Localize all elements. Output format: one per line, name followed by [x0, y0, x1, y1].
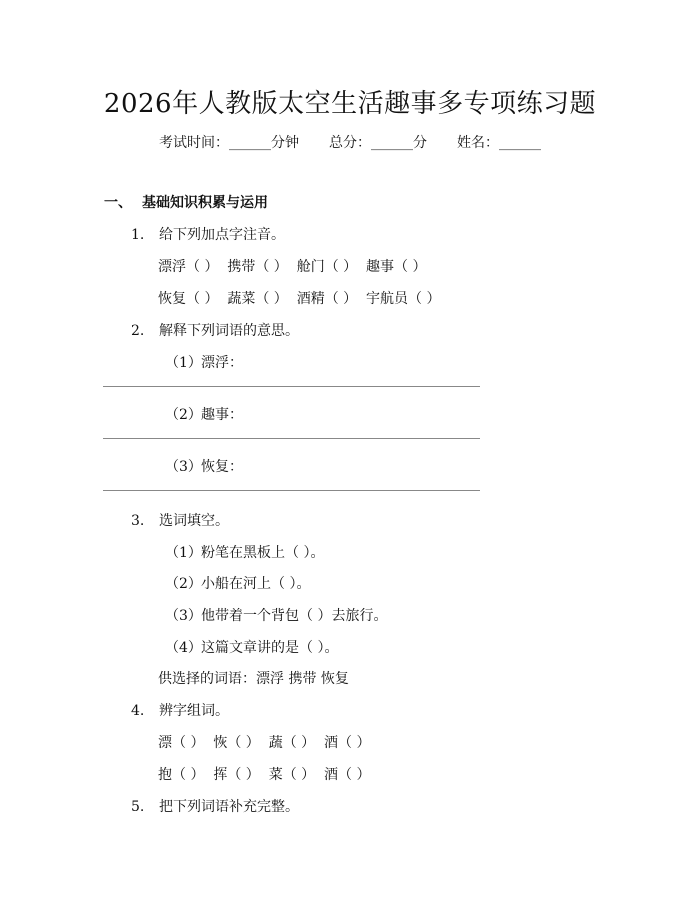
- definition-item: [165, 404, 243, 424]
- fill-in-item: [165, 605, 387, 625]
- question-1: [131, 224, 285, 244]
- total-score-field: 总分：______分: [329, 135, 427, 151]
- question-prompt: 选词填空。: [159, 513, 229, 529]
- question-2: [131, 320, 299, 340]
- section-number: 一、: [104, 195, 132, 211]
- item-text: 他带着一个背包（ ）去旅行。: [201, 608, 388, 624]
- question-number: 1.: [131, 227, 145, 243]
- question-number: 5.: [131, 799, 145, 815]
- section-heading: [104, 192, 268, 212]
- word-choices: 供选择的词语：漂浮 携带 恢复: [158, 671, 349, 687]
- question-number: 4.: [131, 703, 145, 719]
- definition-item: [165, 456, 243, 476]
- question-4: [131, 700, 229, 720]
- question-prompt: 解释下列词语的意思。: [159, 323, 299, 339]
- item-text: 小船在河上（ ）。: [201, 576, 311, 592]
- question-prompt: 辨字组词。: [159, 703, 229, 719]
- answer-line[interactable]: [103, 438, 480, 439]
- fill-in-item: [165, 573, 310, 593]
- question-prompt: 把下列词语补充完整。: [159, 799, 299, 815]
- fill-in-item: [165, 542, 324, 562]
- word-group-row-1: 漂（ ） 恢（ ） 蔬（ ） 酒（ ）: [158, 735, 371, 751]
- item-number: （1）: [165, 545, 202, 561]
- answer-line[interactable]: [103, 386, 480, 387]
- item-number: （3）: [165, 459, 202, 475]
- item-number: （2）: [165, 576, 202, 592]
- fill-in-item: [165, 637, 338, 657]
- exam-time-field: 考试时间：______分钟: [159, 135, 299, 151]
- page-title: 2026年人教版太空生活趣事多专项练习题: [103, 89, 597, 119]
- pinyin-row-2: 恢复（ ） 蔬菜（ ） 酒精（ ） 宇航员（ ）: [158, 291, 441, 307]
- student-name-field: 姓名：______: [457, 135, 541, 151]
- item-text: 恢复：: [201, 459, 243, 475]
- question-number: 2.: [131, 323, 145, 339]
- pinyin-row-1: 漂浮（ ） 携带（ ） 舱门（ ） 趣事（ ）: [158, 259, 427, 275]
- item-text: 趣事：: [201, 407, 243, 423]
- item-text: 这篇文章讲的是（ ）。: [201, 640, 339, 656]
- question-prompt: 给下列加点字注音。: [159, 227, 285, 243]
- item-number: （3）: [165, 608, 202, 624]
- item-number: （1）: [165, 355, 202, 371]
- word-group-row-2: 抱（ ） 挥（ ） 菜（ ） 酒（ ）: [158, 767, 371, 783]
- exam-info: [0, 132, 700, 152]
- question-5: [131, 796, 299, 816]
- question-3: [131, 510, 229, 530]
- item-number: （2）: [165, 407, 202, 423]
- section-title: 基础知识积累与运用: [142, 195, 268, 211]
- item-text: 漂浮：: [201, 355, 243, 371]
- item-text: 粉笔在黑板上（ ）。: [201, 545, 325, 561]
- item-number: （4）: [165, 640, 202, 656]
- answer-line[interactable]: [103, 490, 480, 491]
- question-number: 3.: [131, 513, 145, 529]
- definition-item: [165, 352, 243, 372]
